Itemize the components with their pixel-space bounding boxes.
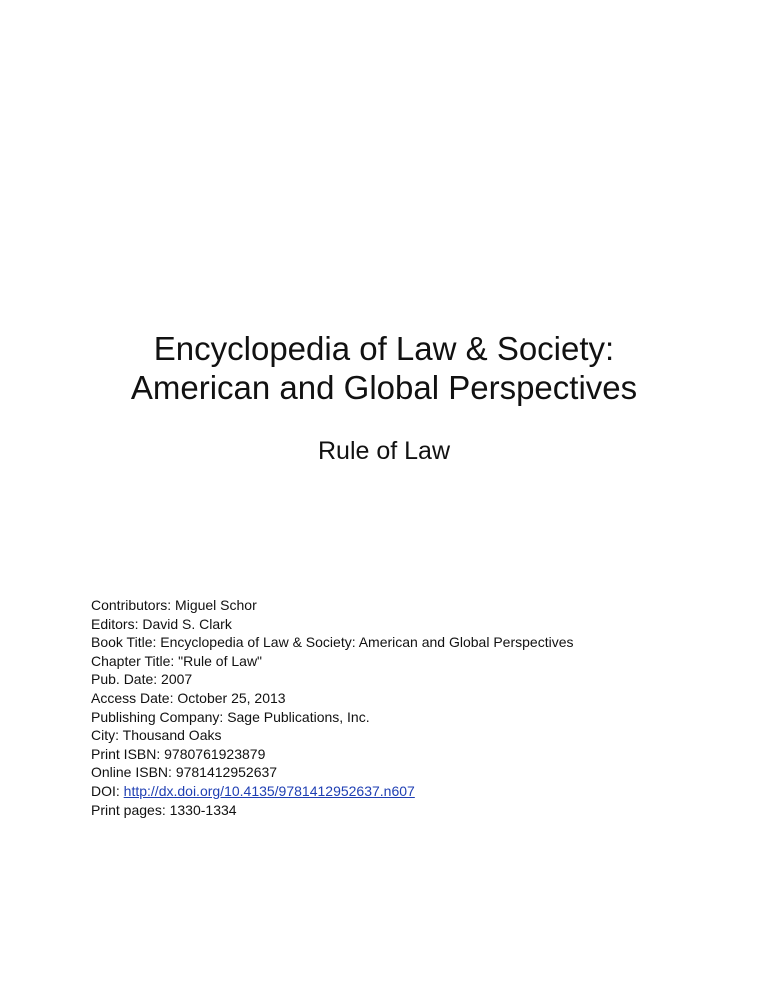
online-isbn-label: Online ISBN: — [91, 764, 172, 781]
document-title-line-1: Encyclopedia of Law & Society: — [153, 330, 615, 367]
doi-label: DOI: — [91, 782, 120, 799]
citation-metadata — [91, 596, 751, 819]
pub-date-label: Pub. Date: — [91, 671, 158, 688]
publishing-company-row — [91, 708, 751, 727]
contributors-row — [91, 596, 751, 615]
chapter-title-value: "Rule of Law" — [178, 652, 263, 669]
editors-value: David S. Clark — [142, 615, 232, 632]
print-pages-label: Print pages: — [91, 801, 166, 818]
chapter-title-label: Chapter Title: — [91, 652, 175, 669]
editors-row — [91, 615, 751, 634]
print-isbn-label: Print ISBN: — [91, 745, 161, 762]
access-date-value: October 25, 2013 — [177, 689, 286, 706]
book-title-row — [91, 633, 751, 652]
print-isbn-value: 9780761923879 — [164, 745, 266, 762]
city-row — [91, 726, 751, 745]
pub-date-value: 2007 — [161, 671, 193, 688]
publishing-company-label: Publishing Company: — [91, 708, 224, 725]
document-title-line-2: American and Global Perspectives — [130, 369, 638, 406]
print-isbn-row — [91, 745, 751, 764]
contributors-value: Miguel Schor — [175, 597, 257, 613]
access-date-row — [91, 689, 751, 708]
city-value: Thousand Oaks — [122, 727, 222, 744]
book-title-value: Encyclopedia of Law & Society: American and Global Perspectives — [160, 634, 574, 651]
book-title-label: Book Title: — [91, 634, 157, 651]
publishing-company-value: Sage Publications, Inc. — [227, 708, 370, 725]
print-pages-value: 1330-1334 — [169, 801, 237, 818]
access-date-label: Access Date: — [91, 689, 174, 706]
contributors-label: Contributors: — [91, 597, 172, 613]
doi-link[interactable]: http://dx.doi.org/10.4135/9781412952637.n607 — [123, 782, 415, 799]
chapter-subtitle: Rule of Law — [317, 437, 451, 465]
print-pages-row — [91, 801, 751, 820]
chapter-title-row — [91, 652, 751, 671]
city-label: City: — [91, 727, 119, 744]
pub-date-row — [91, 670, 751, 689]
editors-label: Editors: — [91, 615, 139, 632]
online-isbn-value: 9781412952637 — [175, 764, 278, 781]
doi-row — [91, 782, 751, 801]
online-isbn-row — [91, 763, 751, 782]
